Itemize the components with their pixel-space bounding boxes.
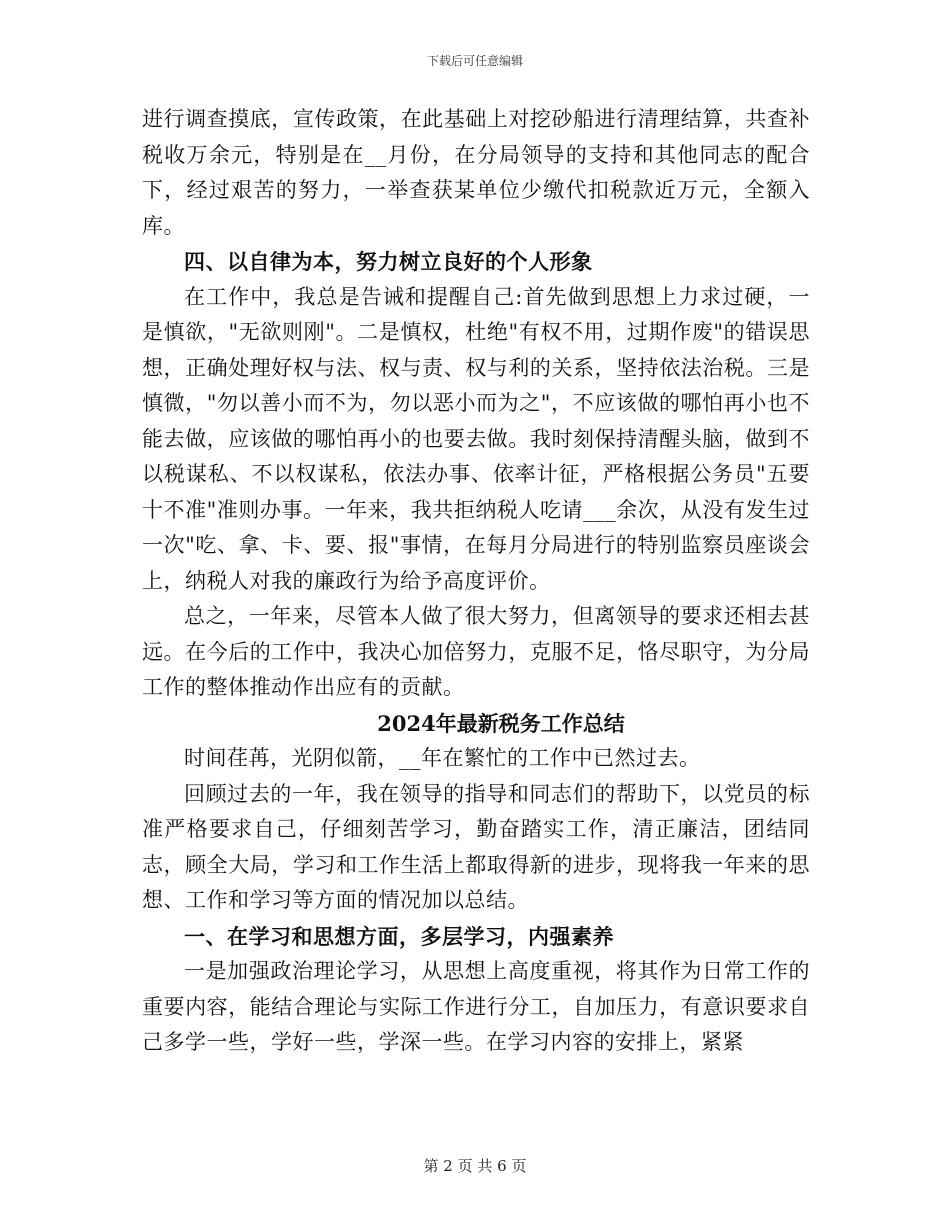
paragraph-review: 回顾过去的一年，我在领导的指导和同志们的帮助下，以党员的标准严格要求自己，仔细刻苦学习，勤奋踏实工作，清正廉洁，团结同志，顾全大局，学习和工作生活上都取得新的进步，现将我一年来的思想、工作和学习等方面的情况加以总结。 [142, 781, 810, 912]
paragraph-conclusion: 总之，一年来，尽管本人做了很大努力，但离领导的要求还相去甚远。在今后的工作中，我决心加倍努力，克服不足，恪尽职守，为分局工作的整体推动作出应有的贡献。 [142, 604, 810, 699]
section-heading-four: 四、以自律为本，努力树立良好的个人形象 [184, 249, 593, 274]
page-number: 第 2 页 共 6 页 [423, 1157, 527, 1175]
paragraph-self-discipline: 在工作中，我总是告诫和提醒自己:首先做到思想上力求过硬，一是慎欲，"无欲则刚"。二是慎权，杜绝"有权不用，过期作废"的错误思想，正确处理好权与法、权与责、权与利的关系，坚持依法治税。三是慎微，"勿以善小而不为，勿以恶小而为之"，不应该做的哪怕再小也不能去做，应该做的哪怕再小的也要去做。我时刻保持清醒头脑，做到不以税谋私、不以权谋私，依法办事、依率计征，严格根据公务员"五要十不准"准则办事。一年来，我共拒纳税人吃请___余次，从没有发生过一次"吃、拿、卡、要、报"事情，在每月分局进行的特别监察员座谈会上，纳税人对我的廉政行为给予高度评价。 [142, 284, 810, 593]
document-body [142, 102, 810, 1061]
paragraph-study: 一是加强政治理论学习，从思想上高度重视，将其作为日常工作的重要内容，能结合理论与实际工作进行分工，自加压力，有意识要求自己多学一些，学好一些，学深一些。在学习内容的安排上，紧紧 [142, 959, 810, 1054]
section-heading-one: 一、在学习和思想方面，多层学习，内强素养 [184, 923, 614, 949]
document-title: 2024年最新税务工作总结 [377, 710, 625, 736]
page-header-note: 下载后可任意编辑 [426, 54, 523, 68]
paragraph-intro: 时间荏苒，光阴似箭，__年在繁忙的工作中已然过去。 [184, 746, 701, 770]
paragraph-continuation: 进行调查摸底，宣传政策，在此基础上对挖砂船进行清理结算，共查补税收万余元，特别是在__月份，在分局领导的支持和其他同志的配合下，经过艰苦的努力，一举查获某单位少缴代扣税款近万元，全额入库。 [142, 107, 810, 238]
